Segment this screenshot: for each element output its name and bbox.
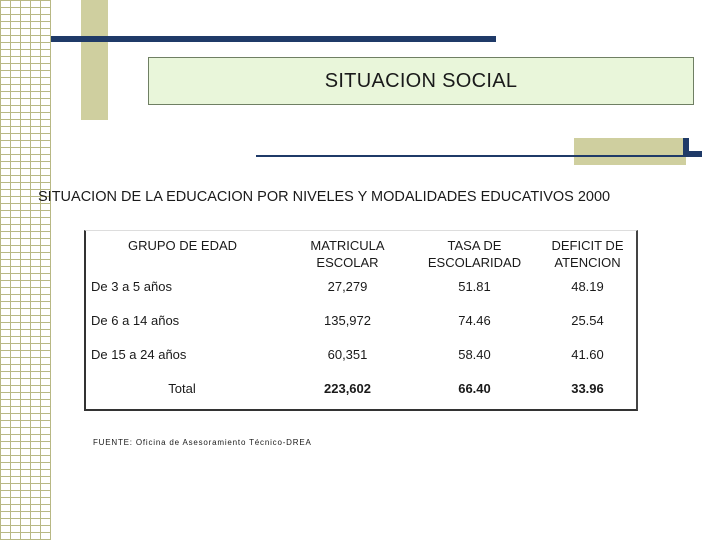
- header-matricula: [290, 237, 405, 271]
- header-deficit-line2: ATENCION: [554, 255, 621, 270]
- row-3-deficit: 41.60: [571, 347, 604, 362]
- header-deficit-line1: DEFICIT DE: [551, 238, 624, 253]
- row-2-grupo: De 6 a 14 años: [91, 313, 180, 328]
- row-2-tasa: 74.46: [458, 313, 491, 328]
- header-tasa: [412, 237, 537, 271]
- total-label: Total: [168, 381, 196, 396]
- decorative-olive-block-mid: [574, 138, 686, 165]
- row-3-matricula: 60,351: [327, 347, 368, 362]
- header-tasa-line1: TASA DE: [447, 238, 502, 253]
- decorative-navy-line: [256, 155, 684, 157]
- row-1-deficit: 48.19: [571, 279, 604, 294]
- decorative-navy-bar: [51, 36, 496, 42]
- header-deficit: [535, 237, 640, 271]
- row-1-grupo: De 3 a 5 años: [91, 279, 172, 294]
- total-deficit: 33.96: [571, 381, 604, 396]
- header-matricula-line1: MATRICULA: [310, 238, 385, 253]
- title-box: [148, 57, 694, 105]
- header-tasa-line2: ESCOLARIDAD: [427, 255, 522, 270]
- row-3-tasa: 58.40: [458, 347, 491, 362]
- row-1-tasa: 51.81: [458, 279, 491, 294]
- total-tasa: 66.40: [458, 381, 491, 396]
- header-grupo-edad: GRUPO DE EDAD: [127, 238, 238, 253]
- header-matricula-line2: ESCOLAR: [316, 255, 379, 270]
- decorative-grid-strip: [0, 0, 51, 540]
- total-matricula: 223,602: [324, 381, 371, 396]
- source-note: FUENTE: Oficina de Asesoramiento Técnico-DREA: [93, 438, 312, 447]
- slide-title: SITUACION SOCIAL: [324, 69, 518, 92]
- row-3-grupo: De 15 a 24 años: [91, 347, 187, 362]
- row-2-matricula: 135,972: [324, 313, 371, 328]
- row-1-matricula: 27,279: [327, 279, 368, 294]
- decorative-navy-tip: [683, 151, 702, 157]
- decorative-olive-block: [81, 0, 108, 120]
- row-2-deficit: 25.54: [571, 313, 604, 328]
- table-title: SITUACION DE LA EDUCACION POR NIVELES Y MODALIDADES EDUCATIVOS 2000: [38, 189, 611, 205]
